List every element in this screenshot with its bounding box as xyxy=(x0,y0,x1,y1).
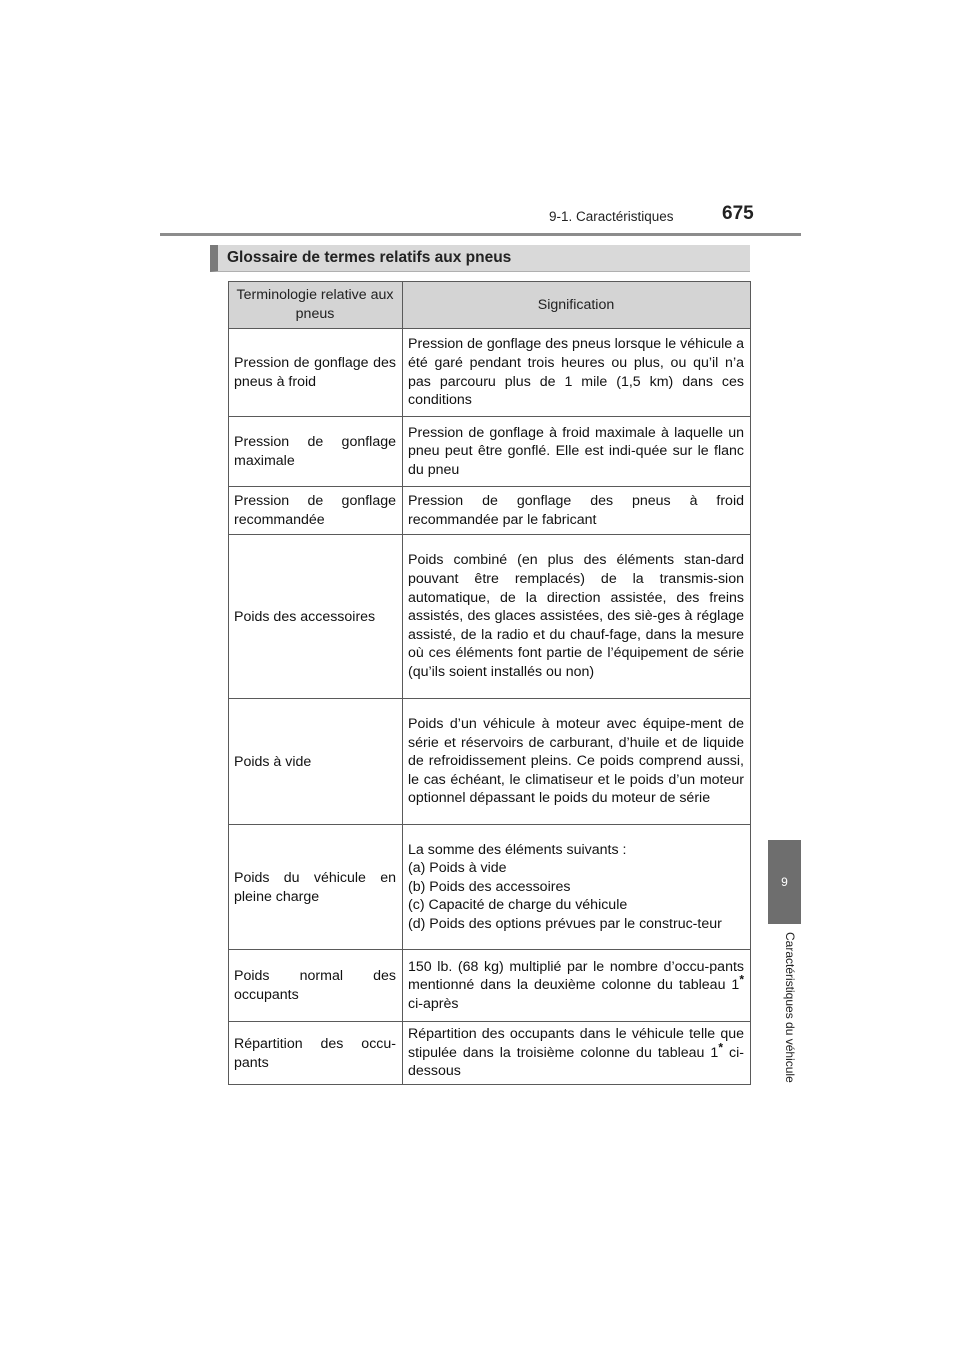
table-row xyxy=(229,535,751,699)
footnote-star: * xyxy=(739,972,744,987)
term-cell: Poids normal des occupants xyxy=(229,950,403,1022)
definition-line: (b) Poids des accessoires xyxy=(408,878,571,895)
term-cell: Pression de gonflage maximale xyxy=(229,417,403,487)
definition-line: (c) Capacité de charge du véhicule xyxy=(408,897,628,914)
definition-cell: Poids combiné (en plus des éléments stan-dard pouvant être remplacés) de la transmis-sion automatique, de la direction assistée, des freins assistés, des glaces assistées, des siè-ges à réglage assisté, de la radio et du chauf-fage, dans la mesure où ces éléments font partie de l’équipement de série (qu’ils soient installés ou non) xyxy=(403,535,751,699)
page-number: 675 xyxy=(722,203,754,224)
definition-text: 150 lb. (68 kg) multiplié par le nombre d’occu-pants mentionné dans la deuxième colonne du tableau 1 xyxy=(408,958,744,994)
table-row xyxy=(229,699,751,825)
column-header-meaning: Signification xyxy=(403,282,751,329)
definition-text: Répartition des occupants dans le véhicule telle que stipulée dans la troisième colonne du tableau 1 xyxy=(408,1026,744,1061)
term-cell: Pression de gonflage des pneus à froid xyxy=(229,329,403,417)
definition-cell: Pression de gonflage des pneus à froid recommandée par le fabricant xyxy=(403,487,751,535)
definition-cell: Pression de gonflage à froid maximale à laquelle un pneu peut être gonflé. Elle est indi-quée sur le flanc du pneu xyxy=(403,417,751,487)
table-row xyxy=(229,1022,751,1085)
definition-text-end: ci-dessous xyxy=(408,1044,744,1080)
glossary-heading-text: Glossaire de termes relatifs aux pneus xyxy=(227,249,512,266)
definition-text-end: ci-après xyxy=(408,995,459,1012)
table-row xyxy=(229,487,751,535)
table-header-row xyxy=(229,282,751,329)
column-header-term: Terminologie relative aux pneus xyxy=(229,282,403,329)
table-row xyxy=(229,950,751,1022)
definition-cell xyxy=(403,1022,751,1085)
term-cell: Pression de gonflage recommandée xyxy=(229,487,403,535)
definition-line: (a) Poids à vide xyxy=(408,860,507,877)
term-cell: Poids à vide xyxy=(229,699,403,825)
chapter-tab-number: 9 xyxy=(781,875,788,889)
chapter-tab-label: Caractéristiques du véhicule xyxy=(783,932,797,1083)
term-cell: Poids du véhicule en pleine charge xyxy=(229,825,403,950)
chapter-tab[interactable] xyxy=(768,840,801,924)
glossary-heading xyxy=(210,245,750,272)
definition-cell: Poids d’un véhicule à moteur avec équipe-ment de série et réservoirs de carburant, d’huile et de liquide de refroidissement pleins. Ce poids comprend aussi, le cas échéant, le climatiseur et le poids d’un moteur optionnel dépassant le poids du moteur de série xyxy=(403,699,751,825)
definition-cell xyxy=(403,825,751,950)
table-row xyxy=(229,825,751,950)
glossary-table xyxy=(228,281,751,1085)
definition-line: (d) Poids des options prévues par le construc-teur xyxy=(408,915,722,932)
term-cell: Répartition des occu-pants xyxy=(229,1022,403,1085)
section-title: 9-1. Caractéristiques xyxy=(549,209,674,224)
footnote-star: * xyxy=(718,1039,723,1054)
definition-cell xyxy=(403,950,751,1022)
term-cell: Poids des accessoires xyxy=(229,535,403,699)
definition-cell: Pression de gonflage des pneus lorsque le véhicule a été garé pendant trois heures ou plus, ou qu’il n’a pas parcouru plus de 1 mile (1,5 km) dans ces conditions xyxy=(403,329,751,417)
table-row xyxy=(229,417,751,487)
header-divider xyxy=(160,233,801,236)
table-row xyxy=(229,329,751,417)
definition-line: La somme des éléments suivants : xyxy=(408,841,627,858)
